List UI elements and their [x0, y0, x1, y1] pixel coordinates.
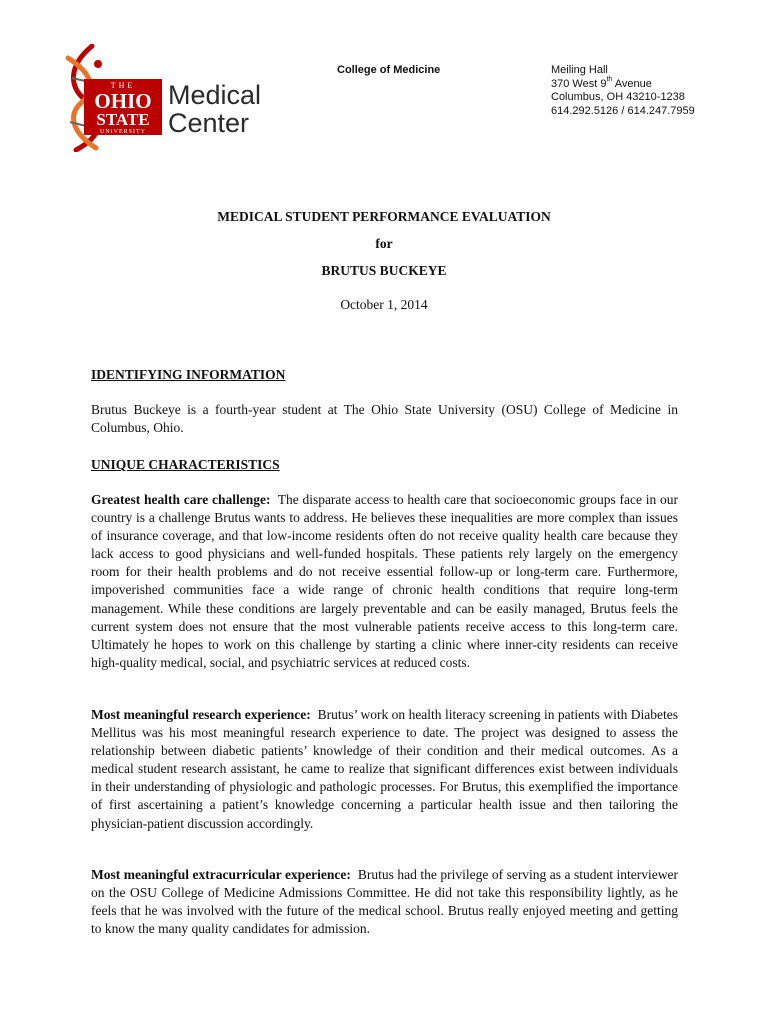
document-title: MEDICAL STUDENT PERFORMANCE EVALUATION [217, 209, 551, 224]
logo-state-text: STATE [96, 110, 150, 129]
identifying-paragraph: Brutus Buckeye is a fourth-year student at The Ohio State University (OSU) College of Medicine in Columbus, Ohio. [91, 402, 678, 436]
logo-center-text: Center [168, 108, 250, 138]
challenge-paragraph [91, 491, 678, 672]
address-block [551, 64, 695, 118]
extracurricular-label: Most meaningful extracurricular experience: [91, 867, 351, 882]
address-phones: 614.292.5126 / 614.247.7959 [551, 104, 695, 117]
challenge-text: The disparate access to health care that socioeconomic groups face in our country is a challenge Brutus wants to address. He believes these inequalities are more complex than issues of insurance coverage, and that low-income residents often do not receive quality health care because they lack access to good physicians and well-funded hospitals. These patients rely largely on the emergency room for their health problems and do not receive essential follow-up or long-term care. Furthermore, impoverished communities face a wide range of chronic health conditions that require long-term management. While these conditions are largely preventable and can be easily managed, Brutus feels the current system does not ensure that the most vulnerable patients receive access to this long-term care. Ultimately he hopes to work on this challenge by starting a clinic where inner-city residents can receive high-quality medical, social, and psychiatric services at reduced costs. [91, 492, 678, 670]
unique-characteristics-heading: UNIQUE CHARACTERISTICS [91, 457, 280, 472]
department-name: College of Medicine [337, 64, 441, 76]
osu-wordmark-block [84, 79, 162, 135]
extracurricular-paragraph [91, 866, 678, 938]
research-text: Brutus’ work on health literacy screening in patients with Diabetes Mellitus was his most meaningful research experience to date. The project was designed to assess the relationship between diabetic patients’ knowledge of their condition and their medical outcomes. As a medical student research assistant, he came to realize that significant differences exist between individuals in their understanding of physiologic and pathologic processes. For Brutus, this exemplified the importance of first ascertaining a patient’s knowledge concerning a particular health issue and then tailoring the physician-patient discussion accordingly. [91, 707, 678, 831]
osu-medical-center-logo [64, 44, 279, 152]
logo-the-text: THE [110, 81, 136, 90]
address-street: 370 West 9th Avenue [551, 75, 652, 90]
address-building: Meiling Hall [551, 64, 608, 76]
research-label: Most meaningful research experience: [91, 707, 311, 722]
logo-university-text: UNIVERSITY [100, 129, 146, 135]
extracurricular-text: Brutus had the privilege of serving as a student interviewer on the OSU College of Medicine Admissions Committee. He did not take this responsibility lightly, as he feels that he was involved with the future of the medical school. Brutus really enjoyed meeting and getting to know the many quality candidates for admission. [91, 867, 678, 937]
logo-medical-text: Medical [168, 80, 262, 110]
challenge-label: Greatest health care challenge: [91, 492, 271, 507]
address-city: Columbus, OH 43210-1238 [551, 91, 685, 103]
for-label: for [375, 236, 393, 251]
student-name: BRUTUS BUCKEYE [321, 263, 447, 278]
logo-ohio-text: OHIO [94, 89, 152, 113]
document-date: October 1, 2014 [340, 297, 428, 312]
research-paragraph [91, 706, 678, 833]
identifying-heading: IDENTIFYING INFORMATION [91, 367, 286, 382]
